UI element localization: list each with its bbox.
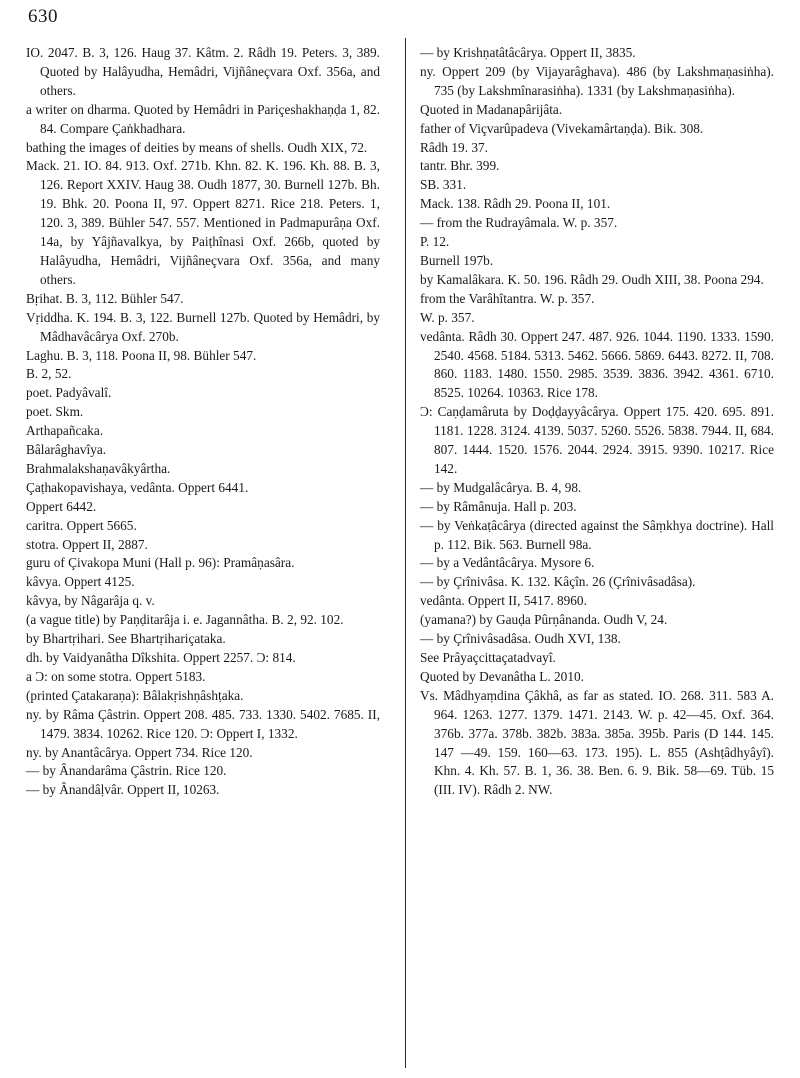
catalogue-entry — [420, 271, 774, 290]
entry-text: W. p. 357. — [420, 309, 475, 325]
catalogue-entry — [26, 706, 380, 744]
catalogue-entry — [420, 233, 774, 252]
catalogue-entry — [26, 384, 380, 403]
catalogue-entry — [26, 422, 380, 441]
entry-text: Arthapañcaka. — [26, 423, 104, 439]
catalogue-entry — [26, 630, 380, 649]
entry-text: kâvya. Oppert 4125. — [26, 574, 135, 590]
entry-text: — by a Vedântâcârya. Mysore 6. — [420, 555, 595, 571]
catalogue-entry — [420, 573, 774, 592]
entry-text: Bṛihat. B. 3, 112. Bühler 547. — [26, 290, 184, 306]
column-divider — [405, 38, 406, 1068]
catalogue-entry — [420, 328, 774, 404]
catalogue-entry — [420, 592, 774, 611]
catalogue-entry — [420, 611, 774, 630]
catalogue-entry — [420, 44, 774, 63]
entry-text: poet. Padyâvalî. — [26, 385, 112, 401]
catalogue-entry — [26, 517, 380, 536]
entry-text: Ɔ: Caṇḍamâruta by Doḍḍayyâcârya. Oppert 175. 420. 695. 891. 1181. 1228. 3124. 4139. 5037. 5260. 5526. 5838. 7944. II, 684. 807. 1444. 1520. 1576. 2044. 2924. 3915. 9390. 10217. Rice 142. — [420, 404, 774, 476]
catalogue-entry — [420, 668, 774, 687]
catalogue-entry — [26, 365, 380, 384]
entry-text: guru of Çivakopa Muni (Hall p. 96): Pramâṇasâra. — [26, 555, 295, 571]
catalogue-entry — [420, 309, 774, 328]
entry-text: ny. by Anantâcârya. Oppert 734. Rice 120. — [26, 744, 253, 760]
entry-text: — by Çrînivâsa. K. 132. Kâçîn. 26 (Çrînivâsadâsa). — [420, 574, 696, 590]
catalogue-entry — [420, 120, 774, 139]
entry-text: — by Râmânuja. Hall p. 203. — [420, 498, 577, 514]
catalogue-entry — [26, 157, 380, 289]
catalogue-entry — [26, 290, 380, 309]
catalogue-entry — [26, 536, 380, 555]
catalogue-entry — [26, 44, 380, 101]
catalogue-entry — [420, 214, 774, 233]
entry-text: — by Mudgalâcârya. B. 4, 98. — [420, 479, 582, 495]
entry-text: caritra. Oppert 5665. — [26, 517, 137, 533]
entry-text: Quoted in Madanapârijâta. — [420, 101, 563, 117]
catalogue-entry — [26, 309, 380, 347]
entry-text: kâvya, by Nâgarâja q. v. — [26, 593, 155, 609]
catalogue-entry — [420, 687, 774, 800]
catalogue-entry — [26, 762, 380, 781]
catalogue-entry — [420, 498, 774, 517]
catalogue-entry — [26, 441, 380, 460]
catalogue-entry — [26, 498, 380, 517]
catalogue-entry — [420, 290, 774, 309]
entry-text: Çaṭhakopavishaya, vedânta. Oppert 6441. — [26, 479, 249, 495]
catalogue-entry — [26, 668, 380, 687]
entry-text: poet. Skm. — [26, 404, 84, 420]
entry-text: dh. by Vaidyanâtha Dîkshita. Oppert 2257. Ɔ: 814. — [26, 650, 296, 665]
catalogue-entry — [420, 479, 774, 498]
catalogue-entry — [26, 460, 380, 479]
entry-text: ny. by Râma Çâstrin. Oppert 208. 485. 733. 1330. 5402. 7685. II, 1479. 3834. 10262. Rice 120. Ɔ: Oppert I, 1332. — [26, 706, 380, 741]
catalogue-entry — [420, 252, 774, 271]
entry-text: Oppert 6442. — [26, 498, 97, 514]
catalogue-entry — [26, 403, 380, 422]
catalogue-entry — [26, 347, 380, 366]
catalogue-entry — [26, 573, 380, 592]
entry-text: Bâlarâghavîya. — [26, 442, 107, 458]
left-column — [26, 44, 380, 800]
entry-text: tantr. Bhr. 399. — [420, 158, 500, 174]
entry-text: father of Viçvarûpadeva (Vivekamârtaṇḍa). Bik. 308. — [420, 120, 704, 136]
entry-text: (a vague title) by Paṇḍitarâja i. e. Jagannâtha. B. 2, 92. 102. — [26, 612, 344, 628]
catalogue-entry — [420, 195, 774, 214]
entry-text: See Prâyaçcittaçatadvayî. — [420, 650, 556, 665]
catalogue-entry — [26, 479, 380, 498]
catalogue-entry — [26, 687, 380, 706]
entry-text: a Ɔ: on some stotra. Oppert 5183. — [26, 668, 206, 684]
entry-text: — by Ânandarâma Çâstrin. Rice 120. — [26, 763, 227, 779]
catalogue-entry — [26, 781, 380, 800]
entry-text: Laghu. B. 3, 118. Poona II, 98. Bühler 547. — [26, 347, 257, 363]
entry-text: — by Çrînivâsadâsa. Oudh XVI, 138. — [420, 631, 621, 647]
entry-text: Mack. 21. IO. 84. 913. Oxf. 271b. Khn. 82. K. 196. Kh. 88. B. 3, 126. Report XXIV. Haug 38. Oudh 1877, 30. Burnell 127b. Bh. 19. Bhk. 20. Poona II, 97. Oppert 8271. Rice 218. Peters. 1, 120. 3, 389. Bühler 547. 557. Mentioned in Padmapurâṇa Oxf. 14a, by Yâjñavalkya, by Paiṭhînasi Oxf. 266b, quoted by Halâyudha, Hemâdri, Vijñâneçvara Oxf. 356a, and many others. — [26, 158, 380, 287]
catalogue-entry — [420, 176, 774, 195]
entry-text: — by Ânandâḷvâr. Oppert II, 10263. — [26, 782, 220, 798]
catalogue-entry — [26, 611, 380, 630]
catalogue-entry — [420, 63, 774, 101]
entry-text: stotra. Oppert II, 2887. — [26, 536, 148, 552]
entry-text: Râdh 19. 37. — [420, 139, 488, 155]
catalogue-entry — [420, 554, 774, 573]
catalogue-entry — [26, 744, 380, 763]
catalogue-entry — [420, 630, 774, 649]
entry-text: a writer on dharma. Quoted by Hemâdri in Pariçeshakhaṇḍa 1, 82. 84. Compare Çaṅkhadhara. — [26, 101, 380, 136]
entry-text: — by Veṅkaṭâcârya (directed against the Sâṃkhya doctrine). Hall p. 112. Bik. 563. Burnell 98a. — [420, 517, 774, 552]
entry-text: — by Krishṇatâtâcârya. Oppert II, 3835. — [420, 45, 636, 60]
entry-text: P. 12. — [420, 234, 450, 250]
catalogue-entry — [26, 554, 380, 573]
entry-text: from the Varâhîtantra. W. p. 357. — [420, 290, 595, 306]
catalogue-entry — [26, 649, 380, 668]
entry-text: Quoted by Devanâtha L. 2010. — [420, 668, 584, 684]
entry-text: Burnell 197b. — [420, 252, 494, 268]
catalogue-entry — [420, 101, 774, 120]
entry-text: bathing the images of deities by means of shells. Oudh XIX, 72. — [26, 139, 368, 155]
right-column — [420, 44, 774, 800]
entry-text: (yamana?) by Gauḍa Pûrṇânanda. Oudh V, 24. — [420, 612, 668, 628]
catalogue-entry — [26, 101, 380, 139]
entry-text: by Kamalâkara. K. 50. 196. Râdh 29. Oudh XIII, 38. Poona 294. — [420, 271, 764, 287]
entry-text: by Bhartṛihari. See Bhartṛihariçataka. — [26, 631, 226, 647]
entry-text: vedânta. Râdh 30. Oppert 247. 487. 926. 1044. 1190. 1333. 1590. 2540. 4568. 5184. 5313. 5462. 5666. 5869. 6443. 8272. II, 708. 860. 1183. 1480. 1550. 2985. 3539. 3836. 3942. 4361. 6710. 8525. 10264. 10363. Rice 178. — [420, 328, 774, 401]
catalogue-entry — [26, 139, 380, 158]
catalogue-entry — [420, 157, 774, 176]
entry-text: Vs. Mâdhyaṃdina Çâkhâ, as far as stated. IO. 268. 311. 583 A. 964. 1263. 1277. 1379. 1471. 2143. W. p. 42—45. Oxf. 364. 376b. 377a. 378b. 382b. 383a. 385a. 395b. Paris (D 144. 145. 147 —49. 159. 160—63. 173. 195). L. 855 (Ashṭâdhyâyî). Khn. 4. Kh. 57. B. 1, 36. 38. Ben. 6. 9. Bik. 58—69. Tüb. 15 (III. IV). Râdh 2. NW. — [420, 687, 774, 798]
entry-text: SB. 331. — [420, 177, 467, 193]
entry-text: IO. 2047. B. 3, 126. Haug 37. Kâtm. 2. Râdh 19. Peters. 3, 389. Quoted by Halâyudha, Hemâdri, Vijñâneçvara Oxf. 356a, and others. — [26, 45, 380, 98]
catalogue-entry — [420, 139, 774, 158]
catalogue-entry — [26, 592, 380, 611]
page-number: 630 — [28, 6, 58, 27]
catalogue-entry — [420, 649, 774, 668]
entry-text: Brahmalakshaṇavâkyârtha. — [26, 460, 171, 476]
entry-text: — from the Rudrayâmala. W. p. 357. — [420, 215, 618, 231]
entry-text: Mack. 138. Râdh 29. Poona II, 101. — [420, 196, 611, 212]
catalogue-entry — [420, 517, 774, 555]
entry-text: ny. Oppert 209 (by Vijayarâghava). 486 (by Lakshmaṇasiṅha). 735 (by Lakshmînarasiṅha). 1331 (by Lakshmaṇasiṅha). — [420, 63, 774, 98]
catalogue-entry — [420, 403, 774, 479]
entry-text: (printed Çatakaraṇa): Bâlakṛishṇâshṭaka. — [26, 687, 244, 703]
entry-text: Vṛiddha. K. 194. B. 3, 122. Burnell 127b. Quoted by Hemâdri, by Mâdhavâcârya Oxf. 270b. — [26, 309, 380, 344]
entry-text: vedânta. Oppert II, 5417. 8960. — [420, 593, 587, 609]
entry-text: B. 2, 52. — [26, 366, 72, 382]
